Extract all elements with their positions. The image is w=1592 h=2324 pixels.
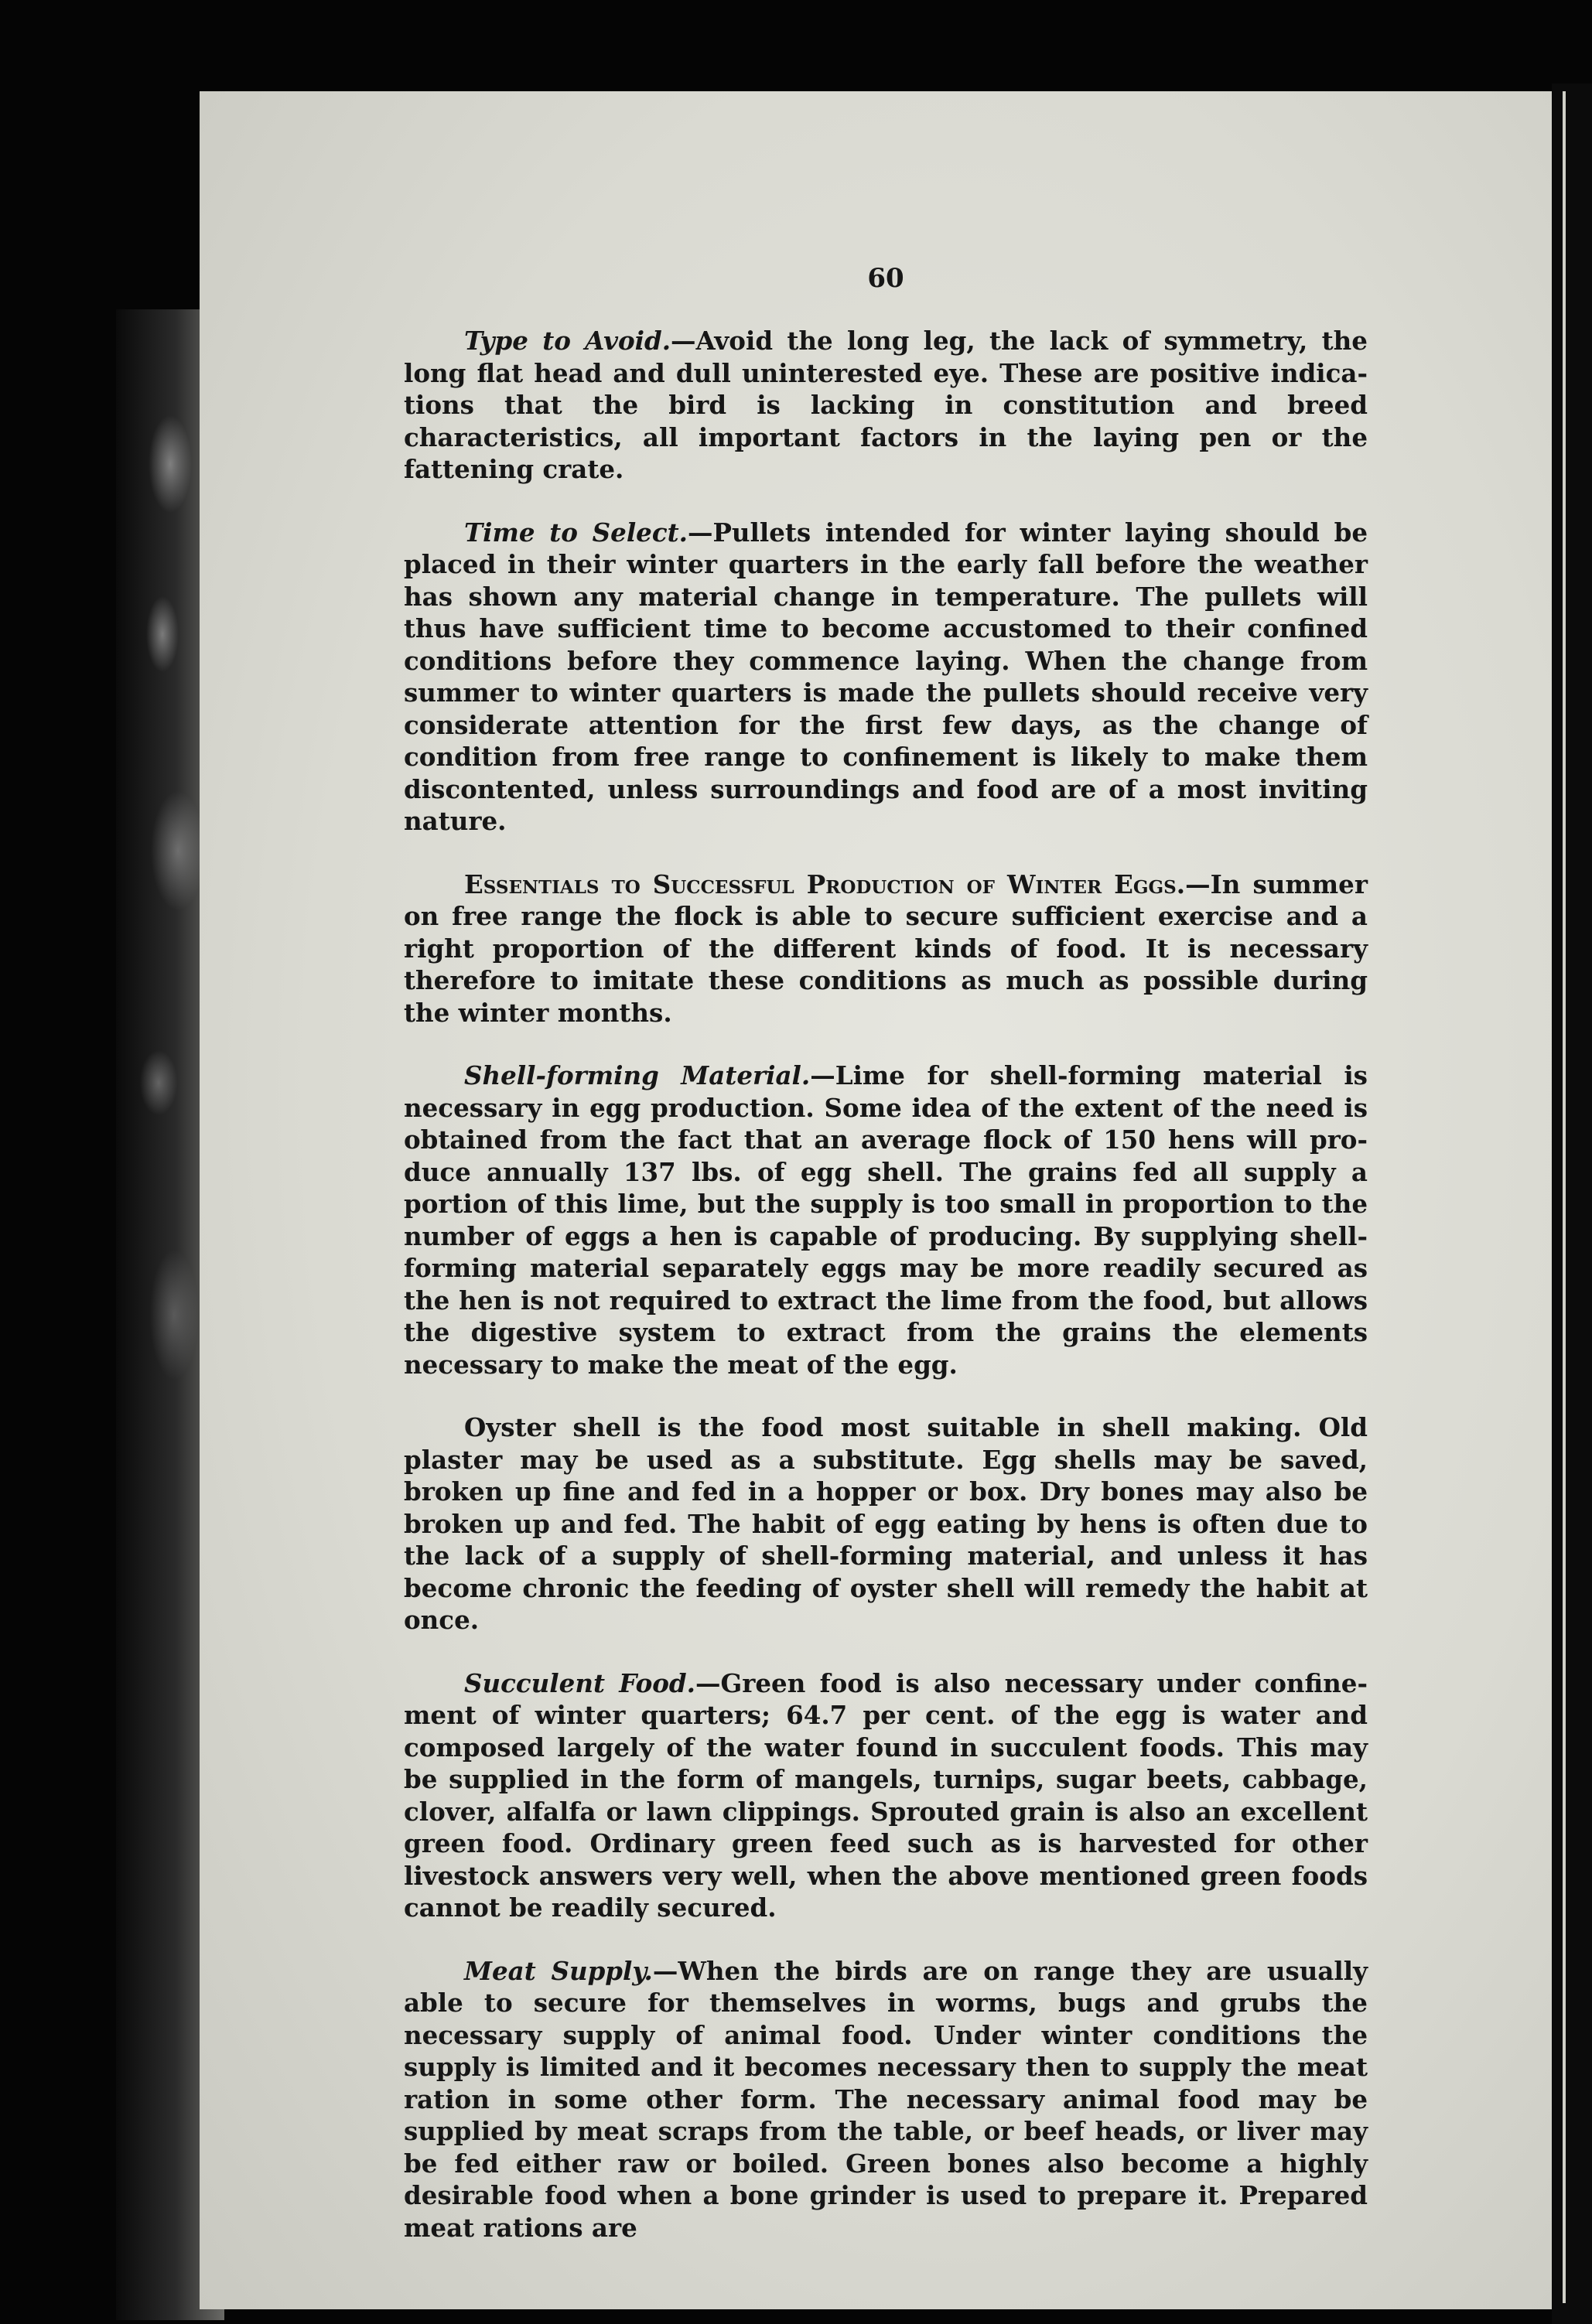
- page-number: 60: [867, 263, 904, 294]
- right-gutter: [1552, 84, 1592, 2324]
- paragraph-meat-supply: [404, 1955, 1368, 2244]
- paragraph-heading: Meat Supply.: [464, 1955, 653, 1986]
- paragraph-heading: Type to Avoid.: [464, 326, 671, 356]
- paragraph-succulent-food: [404, 1667, 1368, 1924]
- facing-page-edge: [1563, 91, 1566, 2303]
- paragraph-shell-forming-material: [404, 1060, 1368, 1380]
- paragraph-essentials: [404, 869, 1368, 1029]
- paragraph-heading: Time to Select.: [464, 517, 688, 548]
- paragraph-body: —When the birds are on range they are usually able to secure for themselves in worms, bugs and grubs the necessary supply of animal food. Under winter conditions the supply is limited and it becomes necessary then to supply the meat ration in some other form. The necessary animal food may be supplied by meat scraps from the table, or beef heads, or liver may be fed either raw or boiled. Green bones also become a highly desirable food when a bone grinder is used to prepare it. Prepared meat rations are: [404, 1955, 1368, 2243]
- paragraph-heading: Essentials to Successful Production of Winter Eggs.: [464, 869, 1186, 899]
- paragraph-body: —Lime for shell-forming material is necessary in egg production. Some idea of the extent of the need is obtained from the fact that an average flock of 150 hens will produce annually 137 lbs. of egg shell. The grains fed all supply a portion of this lime, but the supply is too small in proportion to the number of eggs a hen is capable of producing. By supplying shell-forming material separately eggs may be more readily secured as the hen is not required to extract the lime from the food, but allows the digestive system to extract from the grains the elements necessary to make the meat of the egg.: [404, 1060, 1368, 1380]
- paragraph-time-to-select: [404, 517, 1368, 838]
- paragraph-heading: Succulent Food.: [464, 1667, 695, 1698]
- paragraph-type-to-avoid: [404, 325, 1368, 486]
- paragraph-oyster-shell: [404, 1411, 1368, 1636]
- paragraph-body: Oyster shell is the food most suitable in shell making. Old plaster may be used as a substitute. Egg shells may be saved, broken up fine and fed in a hopper or box. Dry bones may also be broken up and fed. The habit of egg eating by hens is often due to the lack of a supply of shell-forming material, and unless it has become chronic the feeding of oyster shell will remedy the habit at once.: [404, 1412, 1368, 1635]
- paragraph-body: —Pullets intended for winter laying should be placed in their winter quarters in the early fall before the weather has shown any material change in temperature. The pullets will thus have sufficient time to become accustomed to their confined conditions before they commence laying. When the change from summer to winter quarters is made the pullets should receive very considerate attention for the first few days, as the change of condition from free range to confinement is likely to make them discontented, unless surroundings and food are of a most inviting nature.: [404, 517, 1368, 836]
- paragraph-body: —In summer on free range the flock is able to secure sufficient exercise and a right proportion of the different kinds of food. It is necessary therefore to imitate these conditions as much as possible during the winter months.: [404, 869, 1368, 1028]
- paragraph-body: —Green food is also necessary under confinement of winter quarters; 64.7 per cent. of the egg is water and composed largely of the water found in succulent foods. This may be supplied in the form of mangels, turnips, sugar beets, cabbage, clover, alfalfa or lawn clippings. Sprouted grain is also an excellent green food. Ordinary green feed such as is harvested for other livestock answers very well, when the above mentioned green foods cannot be readily secured.: [404, 1667, 1368, 1923]
- paragraph-body: —Avoid the long leg, the lack of symmetry, the long flat head and dull uninterested eye. These are positive indications that the bird is lacking in constitution and breed characteristics, all important factors in the laying pen or the fattening crate.: [404, 326, 1368, 484]
- page-text-block: [404, 263, 1368, 2244]
- paragraph-heading: Shell-forming Material.: [464, 1060, 811, 1090]
